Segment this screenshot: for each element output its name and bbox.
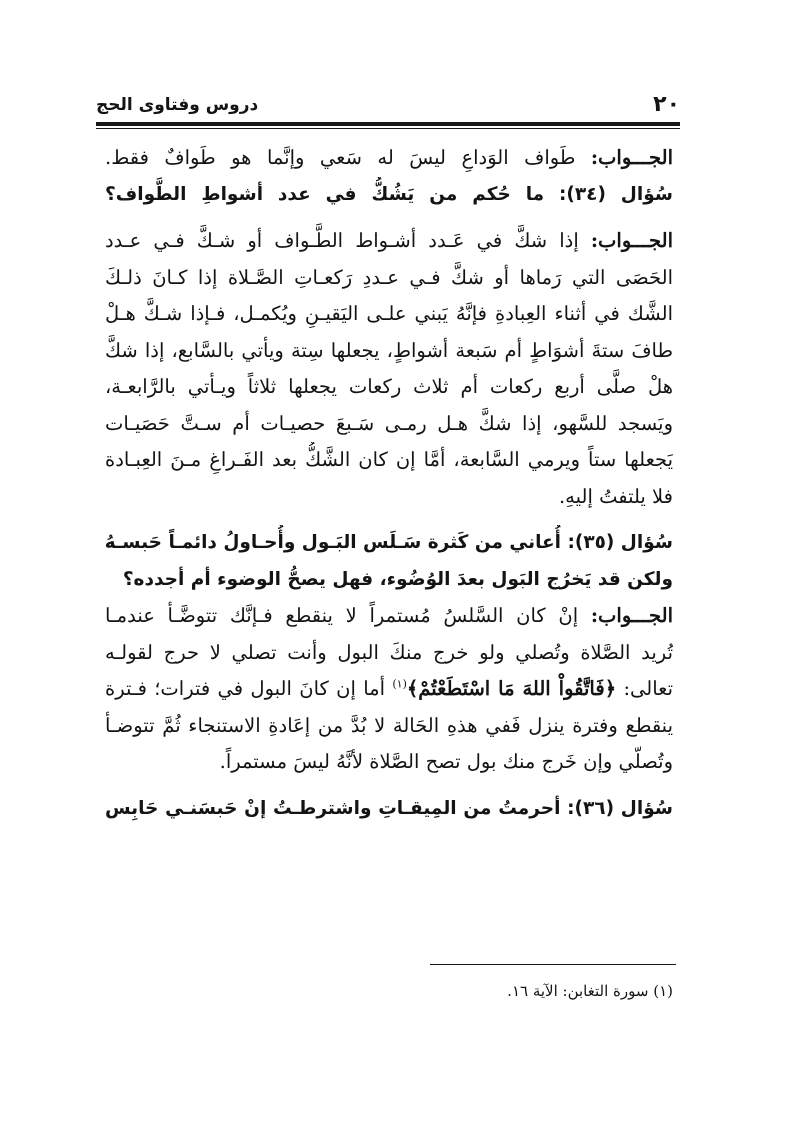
question-line: سُؤال (٣٥): أُعاني من كَثرة سَـلَس البَـول وأُحـاولُ دائمـاً حَبسـهُ [105, 532, 673, 553]
answer-label: الجـــواب: [590, 146, 673, 169]
answer-line [105, 140, 673, 177]
text-line: ويَسجد للسَّهو، إذا شكَّ هـل رمـى سَـبعَ حصيـات أم سـتَّ حَصَيـات [105, 411, 673, 435]
page-body [105, 140, 673, 827]
answer-line [105, 598, 673, 635]
text-line: الحَصَى التي رَماها أو شكَّ فـي عـددِ رَكعـاتِ الصَّـلاة إذا كـانَ ذلـكَ [105, 265, 673, 289]
verse-line [105, 671, 673, 708]
line-text: طَواف الوَداعِ ليسَ له سَعي وإنَّما هو طَوافٌ فقط. [105, 146, 591, 169]
line-text: إنْ كان السَّلسُ مُستمراً لا ينقطع فـإنَّك تتوضَّـأ عندمـا [105, 604, 591, 627]
page-header [96, 88, 680, 118]
footnote-ref: (١) [392, 677, 407, 691]
header-rule-thick [96, 122, 680, 126]
question-line: ولكن قد يَخرُج البَول بعدَ الوُضُوء، فهل يصحُّ الوضوء أم أجدده؟ [122, 568, 673, 590]
text-line: طافَ ستةَ أشوَاطٍ أم سَبعة أشواطٍ، يجعلها سِتة ويأتي بالسَّابع، إذا شكَّ [105, 338, 673, 362]
answer-line [105, 223, 673, 260]
footnote: (١) سورة التغابن: الآية ١٦. [507, 982, 673, 1000]
text-line: فلا يلتفتُ إليهِ. [558, 484, 673, 508]
line-text: تعالى: [616, 677, 673, 700]
running-title: دروس وفتاوى الحج [96, 95, 259, 115]
quran-verse: ﴿فَاتَّقُواْ اللهَ مَا اسْتَطَعْتُمْ﴾ [406, 677, 617, 700]
header-rule-thin [96, 128, 680, 129]
text-line: الشَّك في أثناء العِبادةِ فإنَّهُ يَبني علـى اليَقيـنِ ويُكمـل، فـإذا شـكَّ هـلْ [105, 302, 673, 325]
footnote-rule [430, 964, 676, 965]
answer-label: الجـــواب: [590, 229, 673, 252]
question-line: سُؤال (٣٦): أحرمتُ من المِيقـاتِ واشترطـتُ إنْ حَبسَنـي حَابِس [105, 797, 673, 819]
line-text: إذا شكَّ في عَـدد أشـواط الطَّـواف أو شـكَّ فـي عـدد [105, 229, 591, 252]
page-number: ٢٠ [653, 92, 680, 117]
text-line: تُريد الصَّلاة وتُصلي ولو خرج منكَ البول وأنت تصلي لا حرج لقولـه [105, 640, 673, 664]
text-line: وتُصلّي وإن خَرج منك بول تصح الصَّلاة لأنَّهُ ليسَ مستمراً. [219, 750, 673, 773]
line-text: أما إن كانَ البول في فترات؛ فـترة [105, 677, 393, 700]
text-line: ينقطع وفترة ينزل فَفي هذهِ الحَالة لا بُدَّ من إعَادةِ الاستنجاء ثُمَّ تتوضـأ [105, 713, 673, 737]
text-line: يَجعلها ستاً ويرمي السَّابعة، أمَّا إن كان الشَّكُّ بعد الفَـراغِ مـنَ العِبـادة [105, 448, 673, 471]
question-line: سُؤال (٣٤): ما حُكم من يَشُكُّ في عدد أشواطِ الطَّواف؟ [105, 183, 673, 205]
answer-label: الجـــواب: [590, 604, 673, 627]
text-line: هلْ صلَّى أربع ركعات أم ثلاث ركعات يجعلها ثلاثاً ويـأتي بالرَّابعـة، [105, 375, 673, 398]
